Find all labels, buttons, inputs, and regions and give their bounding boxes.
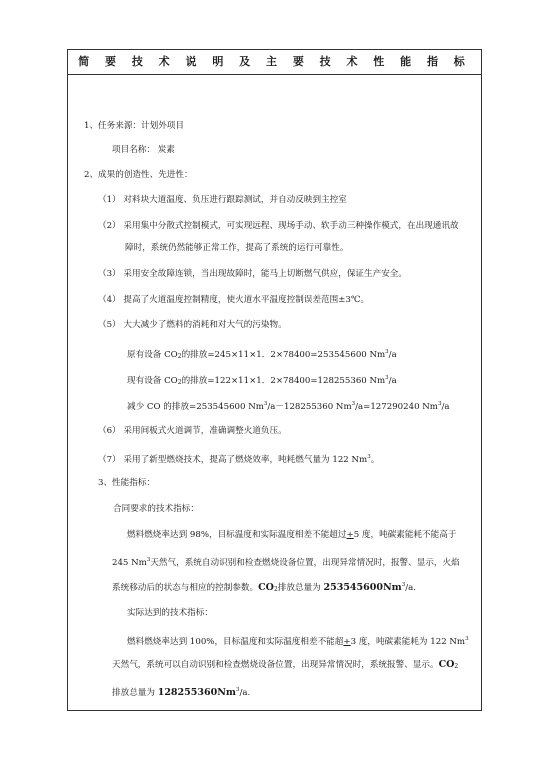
- contract-heading: 合同要求的技术指标：: [113, 504, 199, 514]
- document-title: 简 要 技 术 说 明 及 主 要 技 术 性 能 指 标: [68, 50, 481, 75]
- contract-line-2: 245 Nm$^3$天然气，系统自动识别和检查燃烧设备位置，出现异常情况时，报警、显示，火焰: [112, 557, 460, 568]
- document-table: [67, 49, 482, 711]
- actual-heading: 实际达到的技术指标：: [127, 608, 213, 618]
- item-7: （7） 采用了新型燃烧技术，提高了燃烧效率，吨耗燃气量为 122 Nm$^3$。: [98, 454, 380, 465]
- original-emission-line: 原有设备 $CO_2$的排放=245×11×1．2×78400=253545600 Nm$^3$/a: [127, 349, 397, 360]
- item-2-line-1: （2） 采用集中分散式控制模式，可实现远程、现场手动、软手动三种操作模式，在出现通讯故: [98, 221, 459, 231]
- actual-line-2: 天然气，系统可以自动识别和检查燃烧设备位置，出现异常情况时，系统报警、显示。$CO_2$: [112, 659, 459, 670]
- item-5: （5） 大大减少了燃料的消耗和对大气的污染物。: [98, 320, 287, 330]
- performance-heading: 3、性能指标：: [98, 478, 156, 488]
- actual-line-1: 燃料燃烧率达到 100%，目标温度和实际温度相差不能超+3 度，吨碳素能耗为 122 Nm$^3$: [127, 636, 469, 647]
- innovation-heading: 2、成果的创造性、先进性：: [84, 170, 193, 180]
- item-3: （3） 采用安全故障连锁，当出现故障时，能马上切断燃气供应，保证生产安全。: [98, 269, 407, 279]
- current-emission-line: 现有设备 $CO_2$的排放=122×11×1．2×78400=128255360 Nm$^3$/a: [127, 375, 397, 386]
- item-4: （4） 提高了火道温度控制精度，使火道水平温度控制误差范围±3℃。: [98, 295, 370, 305]
- contract-line-3: 系统移动后的状态与相应的控制参数。$CO_2$排放总量为 253545600Nm$^3$/a.: [112, 582, 416, 593]
- item-1: （1） 对料块大道温度、负压进行跟踪测试，并自动反映到主控室: [98, 195, 347, 205]
- actual-line-3: 排放总量为 128255360Nm$^3$/a.: [112, 687, 251, 698]
- contract-line-1: 燃料燃烧率达到 98%，目标温度和实际温度相差不能超过+5 度，吨碳素能耗不能高于: [127, 530, 457, 540]
- project-name-line: 项目名称： 炭素: [112, 145, 175, 155]
- item-2-line-2: 障时，系统仍然能够正常工作，提高了系统的运行可靠性。: [125, 243, 349, 253]
- reduction-emission-line: 减少 CO 的排放=253545600 $Nm^3/a-128255360$ $Nm^3/a=127290240$ Nm$^3$/a: [127, 401, 450, 412]
- task-source-line: 1、任务来源：计划外项目: [84, 121, 184, 131]
- item-6: （6） 采用间板式火道调节，准确调整火道负压。: [98, 426, 287, 436]
